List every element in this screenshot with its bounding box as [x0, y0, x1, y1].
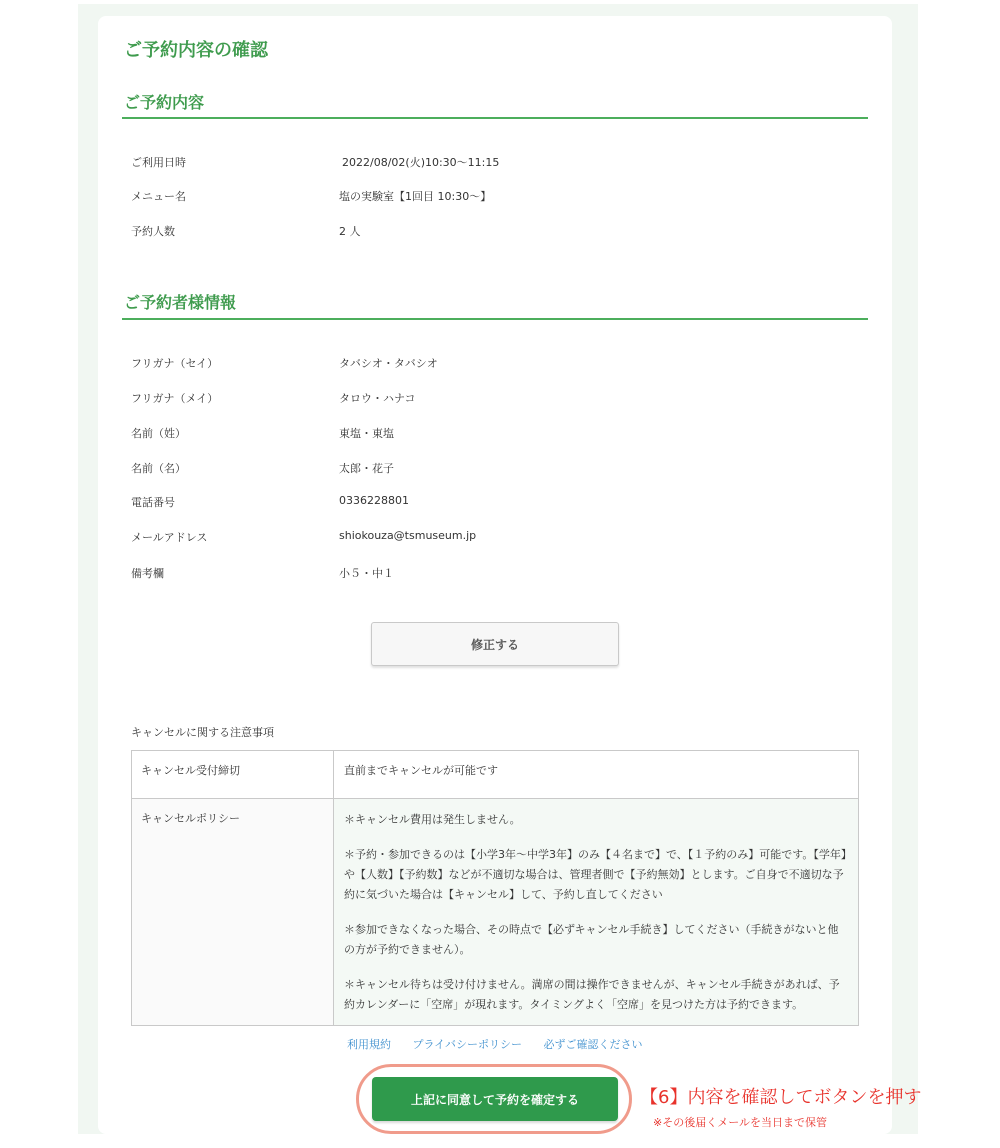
phone-label: 電話番号: [131, 496, 175, 509]
email-label: メールアドレス: [131, 531, 208, 544]
furigana-sei-label: フリガナ（セイ）: [131, 357, 219, 370]
customer-divider: [122, 318, 868, 320]
page-title: ご予約内容の確認: [124, 40, 268, 61]
deadline-value: 直前までキャンセルが可能です: [334, 751, 859, 799]
reservation-menu-value: 塩の実験室【1回目 10:30〜】: [339, 190, 492, 203]
cancel-notice-heading: キャンセルに関する注意事項: [131, 726, 274, 739]
policy-text: [334, 799, 859, 1026]
deadline-row: [132, 751, 859, 799]
terms-link[interactable]: 利用規約: [347, 1038, 391, 1051]
policy-paragraph: ＊キャンセル費用は発生しません。: [344, 813, 521, 826]
remarks-value: 小５・中１: [339, 567, 394, 580]
customer-heading: ご予約者様情報: [124, 293, 237, 312]
remarks-label: 備考欄: [131, 567, 164, 580]
reservation-heading: ご予約内容: [124, 93, 205, 112]
reservation-datetime-value: 2022/08/02(火)10:30〜11:15: [342, 156, 500, 169]
first-name-label: 名前（名）: [131, 462, 186, 475]
furigana-mei-label: フリガナ（メイ）: [131, 392, 219, 405]
furigana-mei-value: タロウ・ハナコ: [339, 392, 416, 405]
annotation-instruction: 【6】内容を確認してボタンを押す: [640, 1087, 922, 1108]
furigana-sei-value: タバシオ・タバシオ: [339, 357, 438, 370]
first-name-value: 太郎・花子: [339, 462, 394, 475]
last-name-value: 東塩・東塩: [339, 427, 394, 440]
edit-button[interactable]: 修正する: [371, 622, 619, 666]
cancel-notice-table: [131, 750, 859, 1026]
footer-links: [347, 1036, 660, 1052]
deadline-label: キャンセル受付締切: [132, 751, 334, 799]
policy-label: キャンセルポリシー: [132, 799, 334, 1026]
must-confirm-link[interactable]: 必ずご確認ください: [543, 1038, 643, 1051]
policy-row: [132, 799, 859, 1026]
policy-paragraph: ＊参加できなくなった場合、その時点で【必ずキャンセル手続き】してください（手続きがないと他の方が予約できません）。: [344, 923, 839, 956]
reservation-count-value: 2 人: [339, 225, 361, 238]
last-name-label: 名前（姓）: [131, 427, 186, 440]
phone-value: 0336228801: [339, 494, 409, 507]
policy-paragraph: ＊キャンセル待ちは受け付けません。満席の間は操作できませんが、キャンセル手続きがあれば、予約カレンダーに「空席」が現れます。タイミングよく「空席」を見つけた方は予約できます。: [344, 978, 840, 1011]
reservation-datetime-label: ご利用日時: [131, 156, 186, 169]
reservation-menu-label: メニュー名: [131, 190, 186, 203]
policy-paragraph: ＊予約・参加できるのは【小学3年〜中学3年】のみ【４名まで】で、【１予約のみ】可能です。【学年】や【人数】【予約数】などが不適切な場合は、管理者側で【予約無効】とします。ご自身で不適切な予約に気づいた場合は【キャンセル】して、予約し直してください: [344, 848, 847, 901]
reservation-count-label: 予約人数: [131, 225, 175, 238]
reservation-divider: [122, 117, 868, 119]
privacy-policy-link[interactable]: プライバシーポリシー: [412, 1038, 522, 1051]
email-value: shiokouza@tsmuseum.jp: [339, 529, 477, 542]
annotation-note: ※その後届くメールを当日まで保管: [653, 1116, 827, 1129]
confirm-reservation-button[interactable]: 上記に同意して予約を確定する: [372, 1077, 618, 1121]
